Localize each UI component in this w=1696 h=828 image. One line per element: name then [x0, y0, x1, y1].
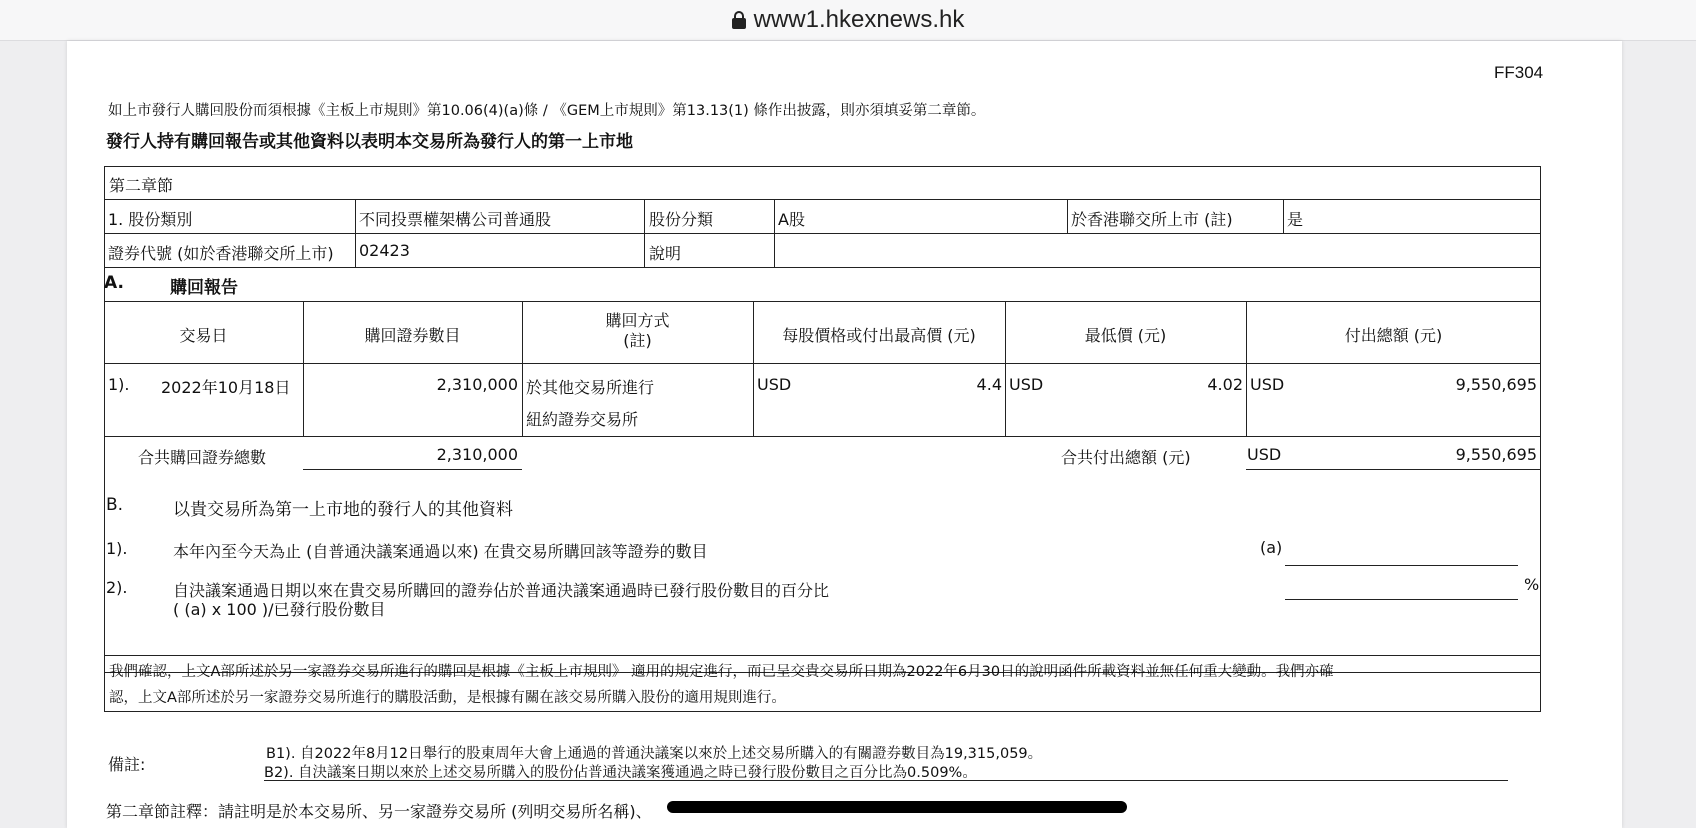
lock-icon — [732, 11, 746, 29]
col-header-quantity: 購回證券數目 — [364, 326, 461, 345]
partB-letter: B. — [106, 495, 124, 515]
rule — [303, 469, 522, 470]
partB-item1-index: 1). — [106, 539, 128, 558]
confirmation-line2: 認，上文A部所述於另一家證券交易所進行的購股活動，是根據有關在該交易所購入股份的適用規則進行。 — [109, 690, 786, 706]
description-label: 說明 — [649, 244, 682, 263]
intro-note: 如上市發行人購回股份而須根據《主板上市規則》第10.06(4)(a)條 / 《GEM上市規則》第13.13(1) 條作出披露，則亦須填妥第二章節。 — [108, 103, 986, 119]
form-code: FF304 — [1494, 63, 1544, 82]
partB-item1-answer-line — [1285, 565, 1518, 566]
rule — [104, 199, 1541, 200]
hk-listed-value: 是 — [1287, 210, 1304, 229]
document-page — [67, 41, 1622, 828]
rule — [303, 301, 304, 436]
remark-b1: B1). 自2022年8月12日舉行的股東周年大會上通過的普通決議案以來於上述交易所購入的有關證券數目為19,315,059。 — [266, 746, 1043, 762]
rule — [753, 301, 754, 436]
row-high-currency: USD — [757, 375, 792, 394]
row-low-price: 4.02 — [1207, 375, 1243, 394]
stock-code-label: 證券代號 (如於香港聯交所上市) — [108, 244, 334, 263]
row-quantity: 2,310,000 — [436, 375, 518, 394]
intro-heading: 發行人持有購回報告或其他資料以表明本交易所為發行人的第一上市地 — [106, 132, 633, 152]
browser-address-bar[interactable] — [0, 0, 1696, 41]
partA-heading: 購回報告 — [170, 278, 238, 298]
col-header-total: 付出總額 (元) — [1344, 326, 1443, 345]
total-paid-currency: USD — [1247, 445, 1282, 464]
row-method-line2: 紐約證券交易所 — [526, 410, 639, 429]
rule — [104, 363, 1541, 364]
rule — [355, 199, 356, 267]
rule — [1005, 301, 1006, 436]
partA-letter: A. — [104, 273, 124, 293]
rule — [1283, 199, 1284, 233]
share-class-value: 不同投票權架構公司普通股 — [359, 210, 552, 229]
rule — [774, 199, 775, 267]
row-index: 1). — [108, 375, 130, 394]
partB-item2-index: 2). — [106, 578, 128, 597]
total-qty-label: 合共購回證券總數 — [138, 448, 267, 467]
rule — [1067, 199, 1068, 233]
partB-item2-unit: % — [1524, 575, 1540, 594]
col-header-method: 購回方式 (註) — [605, 311, 670, 350]
partB-heading: 以貴交易所為第一上市地的發行人的其他資料 — [173, 500, 513, 520]
section2-footnote: 第二章節註釋：請註明是於本交易所、另一家證券交易所 (列明交易所名稱)、 — [106, 802, 652, 821]
redaction-bar — [667, 801, 1127, 813]
col-header-low-price: 最低價 (元) — [1084, 326, 1167, 345]
confirmation-line1: 我們確認，上文A部所述於另一家證券交易所進行的購回是根據《主板上市規則》 適用的規定進行，而已呈交貴交易所日期為2022年6月30日的說明函件所載資料並無任何重大變動。我們亦確 — [109, 664, 1334, 680]
row-high-price: 4.4 — [976, 375, 1002, 394]
rule — [104, 267, 1541, 268]
row-method-line1: 於其他交易所進行 — [526, 378, 655, 397]
partB-item2-answer-line — [1285, 599, 1518, 600]
partB-item2-formula: ( (a) x 100 )/已發行股份數目 — [173, 600, 386, 619]
share-category-value: A股 — [778, 210, 805, 229]
partB-item1-marker: (a) — [1260, 538, 1283, 557]
total-paid-value: 9,550,695 — [1455, 445, 1537, 464]
rule — [104, 301, 1541, 302]
url-text: www1.hkexnews.hk — [753, 6, 965, 33]
col-header-high-price: 每股價格或付出最高價 (元) — [782, 326, 976, 345]
remark-b2: B2). 自決議案日期以來於上述交易所購入的股份佔普通決議案獲通過之時已發行股份數目之百分比為0.509%。 — [264, 765, 977, 781]
row-total-amount: 9,550,695 — [1455, 375, 1537, 394]
rule — [264, 780, 1508, 781]
share-class-label: 1. 股份類別 — [108, 210, 193, 229]
stock-code-value: 02423 — [359, 241, 410, 260]
section2-title: 第二章節 — [109, 176, 174, 195]
rule — [104, 233, 1541, 234]
partB-item2-text: 自決議案通過日期以來在貴交易所購回的證券佔於普通決議案通過時已發行股份數目的百分比 — [173, 581, 830, 600]
row-date: 2022年10月18日 — [161, 378, 291, 397]
total-qty-value: 2,310,000 — [436, 445, 518, 464]
hk-listed-label: 於香港聯交所上市 (註) — [1071, 210, 1233, 229]
row-low-currency: USD — [1009, 375, 1044, 394]
row-total-currency: USD — [1250, 375, 1285, 394]
col-header-date: 交易日 — [179, 326, 228, 345]
partB-item1-text: 本年內至今天為止 (自普通決議案通過以來) 在貴交易所購回該等證券的數目 — [173, 542, 708, 561]
rule — [1246, 301, 1247, 436]
total-paid-label: 合共付出總額 (元) — [1061, 448, 1191, 467]
share-category-label: 股份分類 — [649, 210, 714, 229]
rule — [1246, 469, 1541, 470]
rule — [644, 199, 645, 267]
rule — [104, 436, 1541, 437]
remarks-label: 備註: — [108, 755, 146, 774]
